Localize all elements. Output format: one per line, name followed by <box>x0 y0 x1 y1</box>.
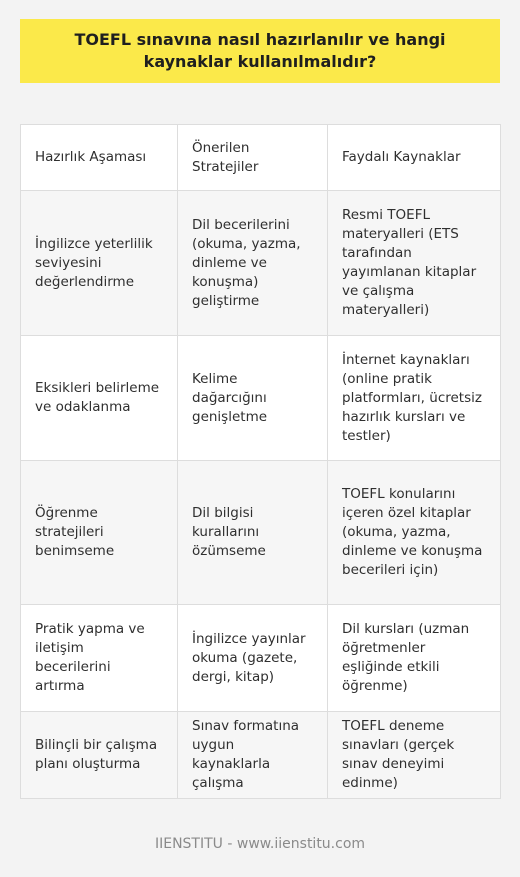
table-cell-strategy: Kelime dağarcığını genişletme <box>178 336 328 461</box>
table-cell-resource: TOEFL konularını içeren özel kitaplar (okuma, yazma, dinleme ve konuşma becerileri için) <box>328 461 501 605</box>
table-row <box>21 336 501 461</box>
table-row <box>21 461 501 605</box>
table-cell-strategy: İngilizce yayınlar okuma (gazete, dergi, kitap) <box>178 605 328 712</box>
column-header-strategies: Önerilen Stratejiler <box>178 125 328 191</box>
table-cell-resource: Resmi TOEFL materyalleri (ETS tarafından yayımlanan kitaplar ve çalışma materyalleri) <box>328 191 501 336</box>
table-row <box>21 191 501 336</box>
table-cell-stage: Öğrenme stratejileri benimseme <box>21 461 178 605</box>
title-banner <box>20 19 500 83</box>
page-title: TOEFL sınavına nasıl hazırlanılır ve hangi kaynaklar kullanılmalıdır? <box>74 30 446 71</box>
table-cell-resource: TOEFL deneme sınavları (gerçek sınav deneyimi edinme) <box>328 712 501 799</box>
table-cell-strategy: Sınav formatına uygun kaynaklarla çalışma <box>178 712 328 799</box>
column-header-resources: Faydalı Kaynaklar <box>328 125 501 191</box>
table-row <box>21 712 501 799</box>
table-cell-stage: Pratik yapma ve iletişim becerilerini artırma <box>21 605 178 712</box>
table-row <box>21 605 501 712</box>
column-header-stage: Hazırlık Aşaması <box>21 125 178 191</box>
table-cell-strategy: Dil becerilerini (okuma, yazma, dinleme ve konuşma) geliştirme <box>178 191 328 336</box>
table-cell-resource: Dil kursları (uzman öğretmenler eşliğinde etkili öğrenme) <box>328 605 501 712</box>
table-cell-resource: İnternet kaynakları (online pratik platformları, ücretsiz hazırlık kursları ve testler) <box>328 336 501 461</box>
table-cell-strategy: Dil bilgisi kurallarını özümseme <box>178 461 328 605</box>
footer-credit: IIENSTITU - www.iienstitu.com <box>154 836 366 852</box>
table-header-row <box>21 125 501 191</box>
table-cell-stage: Bilinçli bir çalışma planı oluşturma <box>21 712 178 799</box>
table-cell-stage: Eksikleri belirleme ve odaklanma <box>21 336 178 461</box>
table-cell-stage: İngilizce yeterlilik seviyesini değerlendirme <box>21 191 178 336</box>
preparation-table <box>20 124 501 799</box>
